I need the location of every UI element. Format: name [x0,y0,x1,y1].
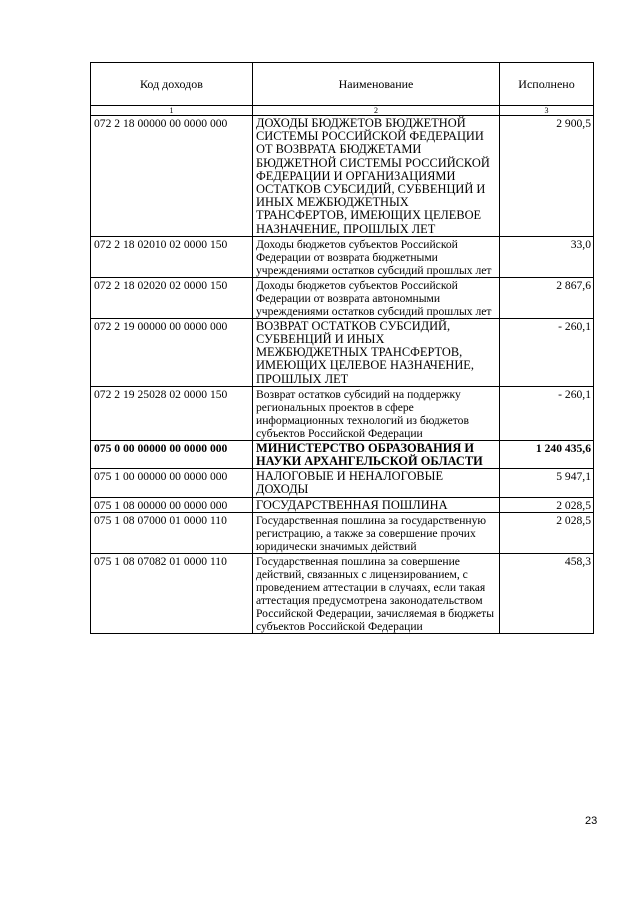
revenue-table [90,62,594,634]
header-executed: Исполнено [500,63,594,106]
header-name: Наименование [253,63,500,106]
code-cell: 072 2 19 00000 00 0000 000 [91,318,253,386]
table-row [91,512,594,553]
value-cell: 2 028,5 [500,497,594,512]
name-cell: Возврат остатков субсидий на поддержку региональных проектов в сфере информационных технологий из бюджетов субъектов Российской Федерации [253,386,500,440]
table-row [91,236,594,277]
value-cell: 2 028,5 [500,512,594,553]
value-cell: - 260,1 [500,318,594,386]
table-row [91,553,594,633]
value-cell: 2 867,6 [500,277,594,318]
column-number: 3 [500,106,594,116]
name-cell: МИНИСТЕРСТВО ОБРАЗОВАНИЯ И НАУКИ АРХАНГЕЛЬСКОЙ ОБЛАСТИ [253,440,500,468]
table-row [91,440,594,468]
page-number: 23 [585,815,598,827]
code-cell: 075 1 08 07000 01 0000 110 [91,512,253,553]
header-code: Код доходов [91,63,253,106]
name-cell: ВОЗВРАТ ОСТАТКОВ СУБСИДИЙ, СУБВЕНЦИЙ И ИНЫХ МЕЖБЮДЖЕТНЫХ ТРАНСФЕРТОВ, ИМЕЮЩИХ ЦЕЛЕВОЕ НАЗНАЧЕНИЕ, ПРОШЛЫХ ЛЕТ [253,318,500,386]
name-cell: Доходы бюджетов субъектов Российской Федерации от возврата автономными учреждениями остатков субсидий прошлых лет [253,277,500,318]
code-cell: 075 1 08 00000 00 0000 000 [91,497,253,512]
code-cell: 072 2 18 00000 00 0000 000 [91,116,253,237]
column-number-row [91,106,594,116]
table-row [91,318,594,386]
column-number: 1 [91,106,253,116]
code-cell: 075 1 00 00000 00 0000 000 [91,469,253,497]
code-cell: 075 0 00 00000 00 0000 000 [91,440,253,468]
code-cell: 072 2 19 25028 02 0000 150 [91,386,253,440]
table-row [91,116,594,237]
table-row [91,386,594,440]
name-cell: Государственная пошлина за совершение действий, связанных с лицензированием, с проведением аттестации в случаях, если такая аттестация предусмотрена законодательством Российской Федерации, зачисляемая в бюджеты субъектов Российской Федерации [253,553,500,633]
name-cell: Доходы бюджетов субъектов Российской Федерации от возврата бюджетными учреждениями остатков субсидий прошлых лет [253,236,500,277]
value-cell: 33,0 [500,236,594,277]
table-row [91,469,594,497]
name-cell: Государственная пошлина за государственную регистрацию, а также за совершение прочих юридически значимых действий [253,512,500,553]
value-cell: 1 240 435,6 [500,440,594,468]
table-header-row [91,63,594,106]
name-cell: ДОХОДЫ БЮДЖЕТОВ БЮДЖЕТНОЙ СИСТЕМЫ РОССИЙСКОЙ ФЕДЕРАЦИИ ОТ ВОЗВРАТА БЮДЖЕТАМИ БЮДЖЕТНОЙ СИСТЕМЫ РОССИЙСКОЙ ФЕДЕРАЦИИ И ОРГАНИЗАЦИЯМИ ОСТАТКОВ СУБСИДИЙ, СУБВЕНЦИЙ И ИНЫХ МЕЖБЮДЖЕТНЫХ ТРАНСФЕРТОВ, ИМЕЮЩИХ ЦЕЛЕВОЕ НАЗНАЧЕНИЕ, ПРОШЛЫХ ЛЕТ [253,116,500,237]
name-cell: НАЛОГОВЫЕ И НЕНАЛОГОВЫЕ ДОХОДЫ [253,469,500,497]
table-row [91,277,594,318]
value-cell: - 260,1 [500,386,594,440]
value-cell: 5 947,1 [500,469,594,497]
code-cell: 072 2 18 02010 02 0000 150 [91,236,253,277]
code-cell: 072 2 18 02020 02 0000 150 [91,277,253,318]
code-cell: 075 1 08 07082 01 0000 110 [91,553,253,633]
name-cell: ГОСУДАРСТВЕННАЯ ПОШЛИНА [253,497,500,512]
column-number: 2 [253,106,500,116]
table-row [91,497,594,512]
value-cell: 458,3 [500,553,594,633]
value-cell: 2 900,5 [500,116,594,237]
